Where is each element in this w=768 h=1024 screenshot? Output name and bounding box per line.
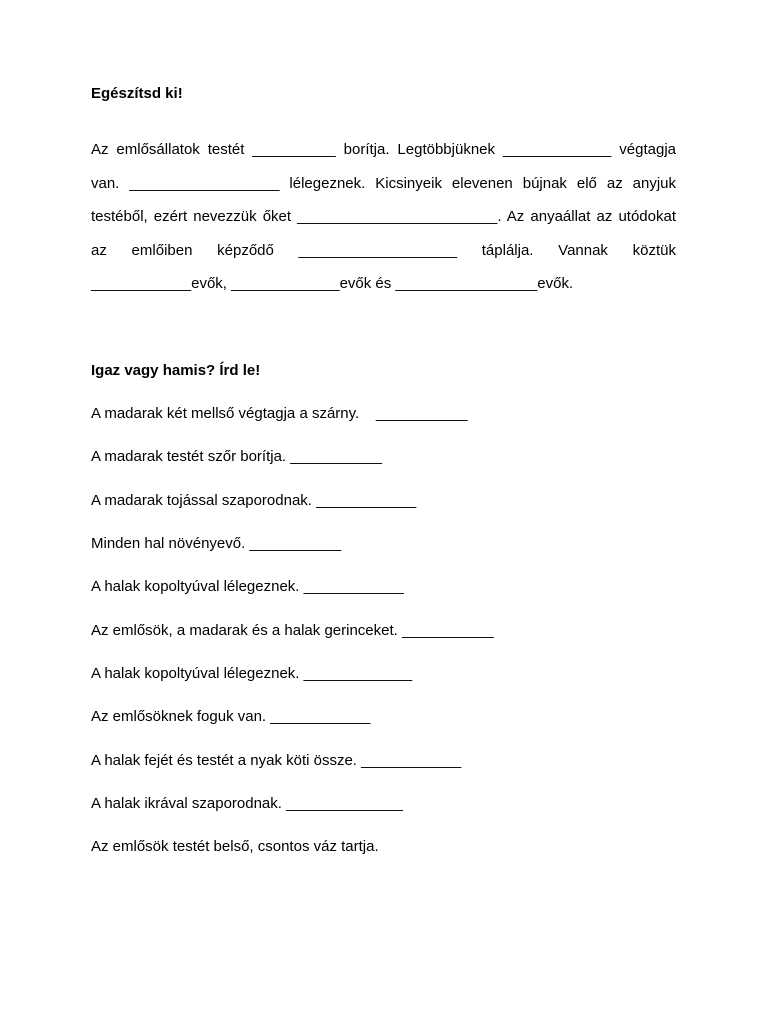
true-false-item: A halak ikrával szaporodnak. ______________ [91, 795, 403, 812]
true-false-heading: Igaz vagy hamis? Írd le! [91, 362, 261, 379]
true-false-item: A halak kopoltyúval lélegeznek. ____________ [91, 578, 404, 595]
true-false-item: Az emlősök testét belső, csontos váz tartja. [91, 838, 379, 855]
true-false-item: A madarak testét szőr borítja. ___________ [91, 448, 383, 465]
true-false-item: A madarak két mellső végtagja a szárny. ___________ [91, 405, 468, 422]
true-false-item: A halak kopoltyúval lélegeznek. _____________ [91, 665, 413, 682]
true-false-item: A madarak tojással szaporodnak. ____________ [91, 492, 417, 509]
true-false-item: A halak fejét és testét a nyak köti össze. ____________ [91, 752, 462, 769]
fill-in-paragraph: Az emlősállatok testét __________ borítja. Legtöbbjüknek _____________ végtagja van. __________________ lélegeznek. Kicsinyeik elevenen bújnak elő az anyjuk testéből, ezért nevezzük őket ________________________. Az anyaállat az utódokat az emlőiben képződő ___________________ táplálja. Vannak köztük ____________evők, _____________evők és _________________evők. [91, 141, 676, 292]
fill-in-heading: Egészítsd ki! [91, 85, 183, 102]
true-false-item: Minden hal növényevő. ___________ [91, 535, 342, 552]
true-false-item: Az emlősöknek foguk van. ____________ [91, 708, 371, 725]
true-false-item: Az emlősök, a madarak és a halak gerinceket. ___________ [91, 622, 494, 639]
